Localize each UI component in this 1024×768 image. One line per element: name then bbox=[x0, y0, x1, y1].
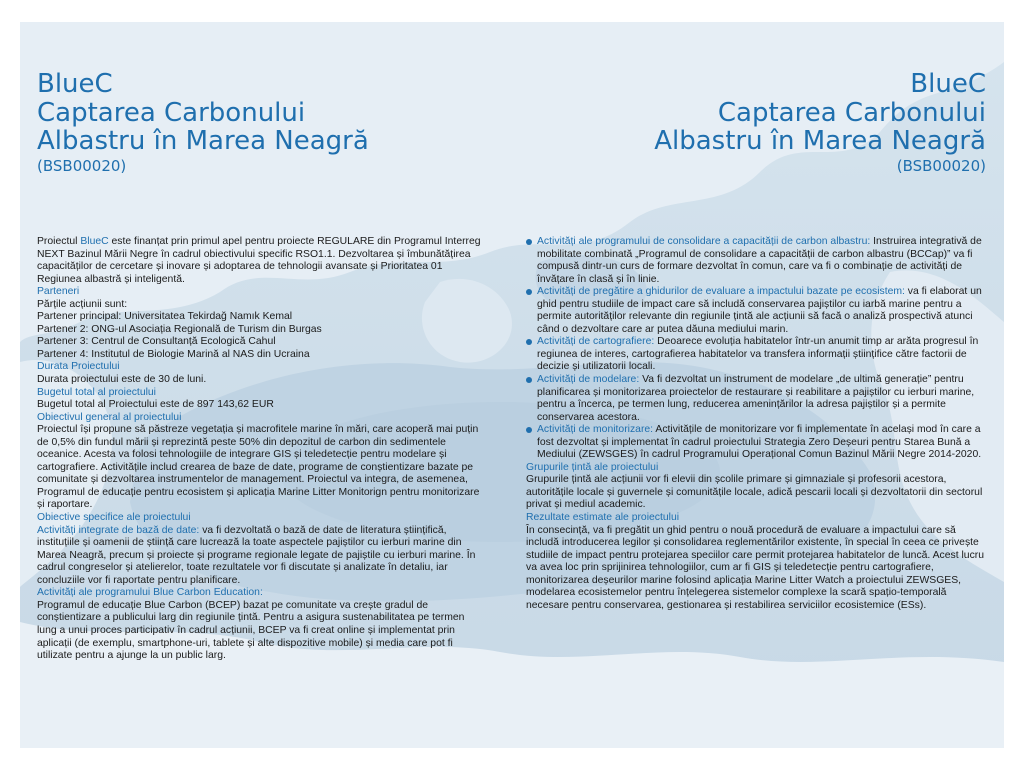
specific-item-text: va fi dezvoltată o bază de date de literatura științifică, instituțiile și oamenii de știință care lucrează la toate aspectele pajiștilor cu ierburi marine din Marea Neagră, precum și proiecte și programe regionale legate de pajiștile cu ierburi marine. În cadrul congreselor și atelierelor, toate rezultatele vor fi discutate și analizate în detaliu, iar concluziile vor fi raportate pentru planificare. bbox=[37, 524, 476, 586]
objective-heading: Obiectivul general al proiectului bbox=[37, 411, 182, 423]
target-heading: Grupurile țintă ale proiectului bbox=[526, 461, 659, 473]
partners-line: Partener principal: Universitatea Tekirdağ Namık Kemal bbox=[37, 311, 293, 323]
partners-line: Partener 2: ONG-ul Asociația Regională de Turism din Burgas bbox=[37, 323, 322, 335]
project-code: (BSB00020) bbox=[896, 156, 986, 175]
education-text: Programul de educație Blue Carbon (BCEP) bazat pe comunitate va crește gradul de conștientizare a publicului larg din regiunile țintă. Pentru a asigura sustenabilitatea pe termen lung a unui proces participativ în cadrul acțiunii, BCEP va fi creat online și implementat prin aplicații (de exemplu, smartphone-uri, tablete și alte dispozitive mobile) și media care pot fi utilizate pentru a ajunge la un public larg. bbox=[37, 599, 465, 662]
activity-bullet bbox=[526, 374, 989, 424]
budget-heading: Bugetul total al proiectului bbox=[37, 386, 156, 398]
activity-bullet bbox=[526, 336, 989, 374]
bullet-icon bbox=[526, 377, 532, 383]
activity-label: Activități de cartografiere: bbox=[537, 336, 655, 348]
duration-text: Durata proiectului este de 30 de luni. bbox=[37, 374, 207, 386]
budget-text: Bugetul total al Proiectului este de 897 143,62 EUR bbox=[37, 399, 274, 411]
objective-text: Proiectul își propune să păstreze vegetația și macrofitele marine în mări, care acoperă mai puțin de 0,5% din fundul mării și reprezintă peste 50% din depozitul de carbon din sedimentele oceanice. Acesta va folosi tehnologiile de integrare GIS și teledetecție pentru modelare și cartografiere. Activitățile includ crearea de baze de date, programe de conștientizare bazate pe comunitate și dezvoltarea instrumentelor de management. Proiectul va integra, de asemenea, Programul de educație pentru ecosistem și aplicația Marine Litter Monitorign pentru monitorizare și raportare. bbox=[37, 424, 480, 511]
bullet-icon bbox=[526, 239, 532, 245]
bullet-icon bbox=[526, 289, 532, 295]
activity-text: Activitățile de monitorizare vor fi implementate în același mod în care a fost dezvoltat și implementat în cadrul proiectului Strategia Zero Deșeuri pentru Starea Bună a Mediului (ZEWSGES) în cadrul Programului Operațional Comun Bazinul Mării Negre 2014-2020. bbox=[537, 424, 982, 461]
title-line-2: Captarea Carbonului bbox=[37, 97, 306, 128]
duration-heading: Durata Proiectului bbox=[37, 361, 120, 373]
activity-label: Activități de pregătire a ghidurilor de evaluare a impactului bazate pe ecosistem: bbox=[537, 286, 905, 298]
activity-label: Activități de modelare: bbox=[537, 374, 640, 386]
bullet-icon bbox=[526, 339, 532, 345]
intro-paragraph bbox=[37, 236, 485, 286]
title-line-1: BlueC bbox=[910, 69, 986, 99]
results-heading: Rezultate estimate ale proiectului bbox=[526, 512, 680, 524]
title-block-right bbox=[654, 70, 986, 174]
target-text: Grupurile țintă ale acțiunii vor fi elevii din școlile primare și gimnaziale și profesorii acestora, autoritățile locale și guvernele și comunitățile locale, adică pescarii locali și dezvoltatorii din sectorul privat și mediul academic. bbox=[526, 474, 983, 511]
partners-heading: Parteneri bbox=[37, 286, 80, 298]
left-column bbox=[37, 236, 485, 663]
title-line-1: BlueC bbox=[37, 69, 113, 99]
activity-bullet bbox=[526, 286, 989, 336]
results-text: În consecință, va fi pregătit un ghid pentru o nouă procedură de evaluare a impactului care să includă introducerea legilor și consolidarea reglementărilor existente, în special în ceea ce privește studiile de impact pentru protejarea speciilor care permit protejarea habitatelor de luncă. Acest lucru va avea loc prin sprijinirea tehnologiilor, cum ar fi GIS și teledetecție pentru cartografiere, monitorizarea deșeurilor marine folosind aplicația Marine Litter Watch a proiectului ZEWSGES, modelarea ecosistemelor pentru înțelegerea sistemelor complexe la scară spațio-temporală necesare pentru conservarea, gestionarea și restabilirea serviciilor ecosistemice (ESs). bbox=[526, 524, 985, 611]
activity-bullet bbox=[526, 424, 989, 462]
partners-line: Părțile acțiunii sunt: bbox=[37, 298, 128, 310]
project-code: (BSB00020) bbox=[37, 156, 127, 175]
specific-heading: Obiective specifice ale proiectului bbox=[37, 512, 191, 524]
activity-label: Activități ale programului de consolidare a capacității de carbon albastru: bbox=[537, 236, 871, 247]
activity-label: Activități de monitorizare: bbox=[537, 424, 654, 436]
intro-text: este finanțat prin primul apel pentru proiecte REGULARE din Programul Interreg NEXT Bazinul Mării Negre în cadrul obiectivului specific RSO1.1. Dezvoltarea și îmbunătățirea capacităților de cercetare și inovare și adoptarea de tehnologii avansate și Prioritatea 01 Regiunea albastră și inteligentă. bbox=[37, 236, 481, 285]
specific-item bbox=[37, 525, 485, 588]
title-line-3: Albastru în Marea Neagră bbox=[37, 126, 369, 157]
education-heading: Activități ale programului Blue Carbon Education: bbox=[37, 587, 263, 599]
brochure-spread bbox=[20, 22, 1004, 748]
partners-line: Partener 3: Centrul de Consultanță Ecologică Cahul bbox=[37, 336, 276, 348]
title-line-3: Albastru în Marea Neagră bbox=[654, 126, 986, 157]
intro-prefix: Proiectul bbox=[37, 236, 81, 247]
activity-text: Instruirea integrativă de mobilitate combinată „Programul de consolidare a capacității de carbon albastru (BCCap)” va fi compusă dintr-un curs de formare dezvoltat în comun, care va fi o combinație de activități de învățare în clasă și în linie. bbox=[537, 236, 982, 285]
activity-text: Deoarece evoluția habitatelor într-un anumit timp ar arăta progresul în regiunea de interes, cartografierea habitatelor va transfera informații științifice către factorii de decizie și utilizatorii locali. bbox=[537, 336, 979, 373]
bullet-icon bbox=[526, 427, 532, 433]
partners-line: Partener 4: Institutul de Biologie Marină al NAS din Ucraina bbox=[37, 348, 310, 360]
activity-text: va fi elaborat un ghid pentru studiile de impact care să includă conservarea pajiștilor cu iarbă marine pentru a permite autorităților relevante din regiunile țintă ale acțiunii să facă o analiză prospectivă atunci când o dezvoltare care ar putea dăuna mediului marin. bbox=[537, 286, 982, 335]
specific-item-label: Activități integrate de bază de date: bbox=[37, 524, 200, 536]
right-column bbox=[526, 236, 989, 612]
intro-brand: BlueC bbox=[80, 236, 109, 247]
title-block-left bbox=[37, 70, 369, 174]
activity-text: Va fi dezvoltat un instrument de modelare „de ultimă generație” pentru planificarea și monitorizarea proiectelor de restaurare și reabilitare a pajiștilor cu ierburi marine, pentru a încerca, pe termen lung, reducerea amenințărilor la adresa pajiștilor și a permite conservarea acestora. bbox=[537, 374, 975, 423]
title-line-2: Captarea Carbonului bbox=[717, 97, 986, 128]
activity-bullet bbox=[526, 236, 989, 286]
